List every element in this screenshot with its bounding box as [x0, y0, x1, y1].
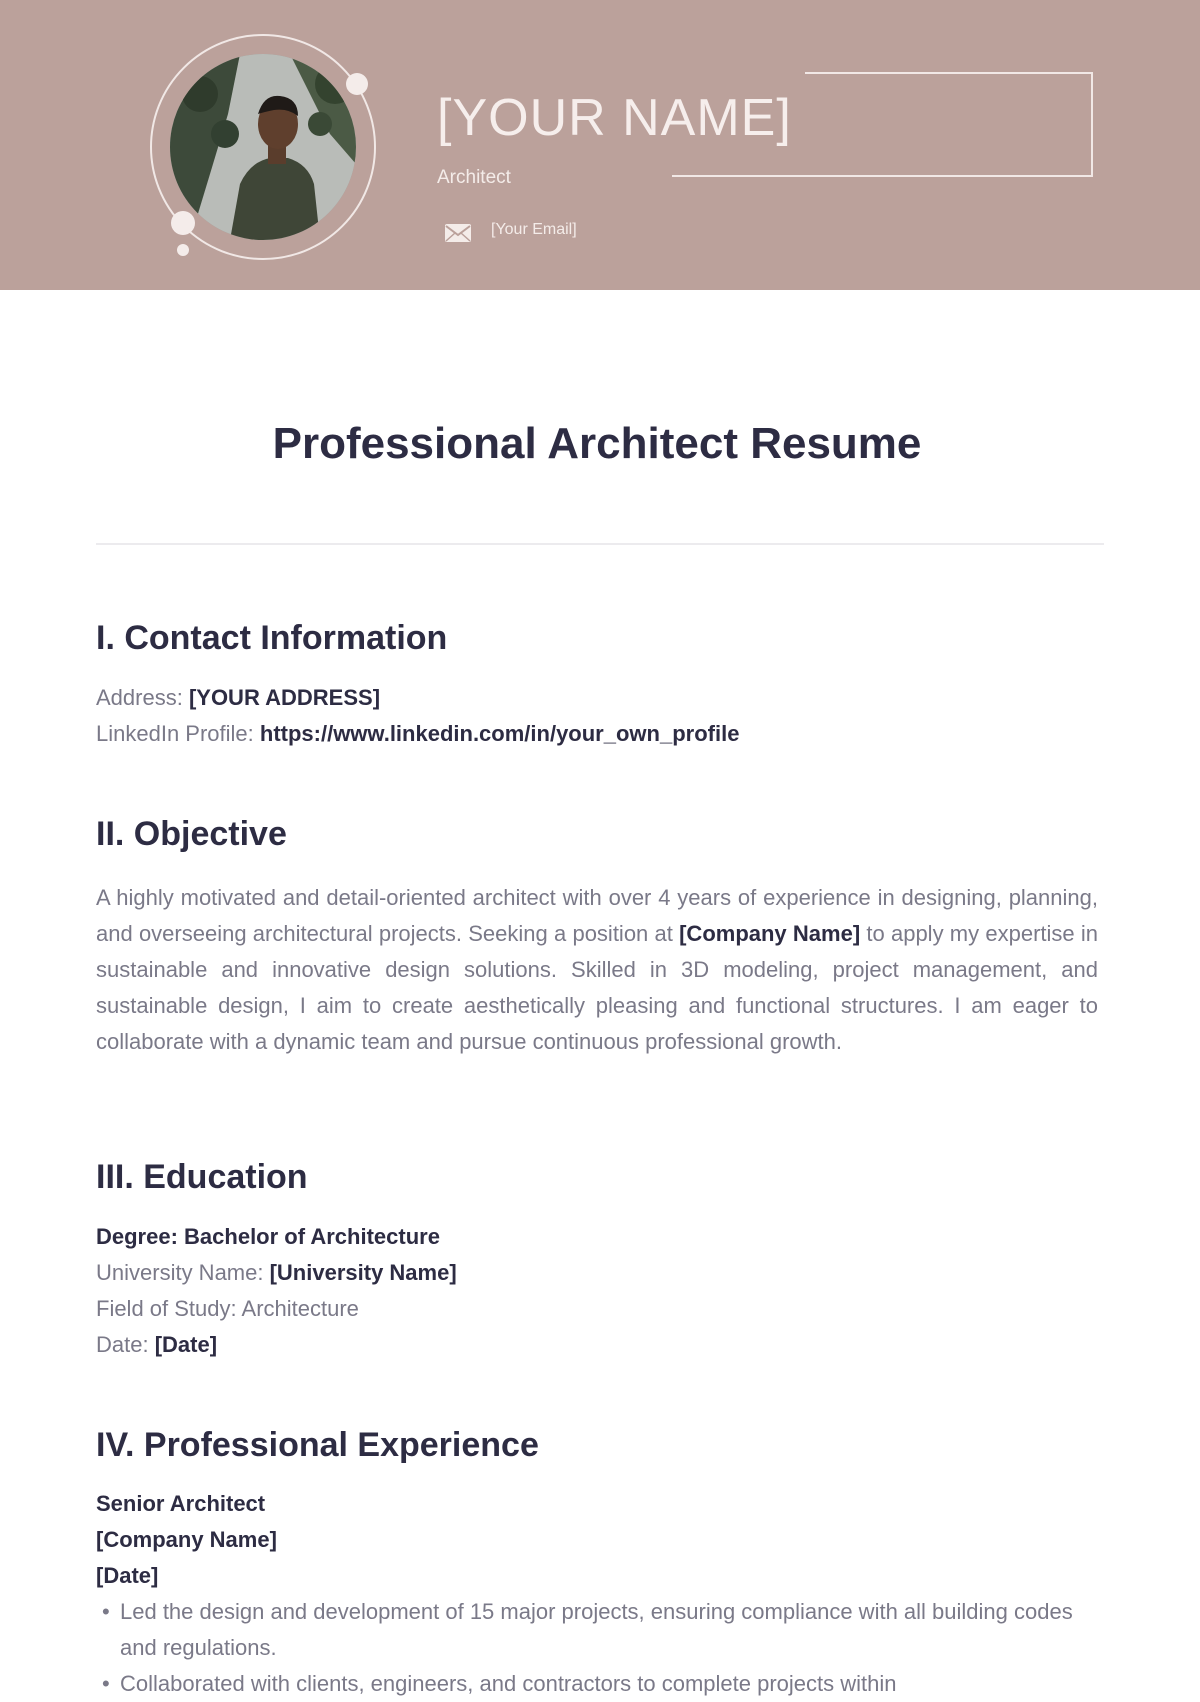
field-line: Field of Study: Architecture	[96, 1296, 359, 1321]
degree-line: Degree: Bachelor of Architecture	[96, 1224, 440, 1249]
contact-details	[96, 680, 1098, 752]
candidate-name: [YOUR NAME]	[437, 89, 792, 147]
job-date: [Date]	[96, 1563, 159, 1588]
list-item: • Collaborated with clients, engineers, and contractors to complete projects within	[96, 1666, 1098, 1702]
address-label: Address:	[96, 685, 189, 710]
decor-dot	[177, 244, 189, 256]
university-line	[96, 1255, 1098, 1291]
education-date-line	[96, 1327, 1098, 1363]
document-title: Professional Architect Resume	[272, 419, 922, 468]
objective-company: [Company Name]	[679, 921, 861, 946]
decor-frame-line	[672, 175, 1093, 177]
education-heading: III. Education	[96, 1158, 308, 1196]
education-details	[96, 1219, 1098, 1363]
candidate-role: Architect	[437, 167, 511, 188]
address-line	[96, 680, 1098, 716]
university-value: [University Name]	[269, 1260, 457, 1285]
linkedin-value: https://www.linkedin.com/in/your_own_profile	[259, 721, 740, 746]
list-item: • Led the design and development of 15 major projects, ensuring compliance with all building codes and regulations.	[96, 1594, 1098, 1666]
email-text: [Your Email]	[491, 221, 577, 238]
linkedin-label: LinkedIn Profile:	[96, 721, 260, 746]
decor-dot	[171, 211, 195, 235]
objective-text-after: to apply my expertise in sustainable and innovative design solutions. Skilled in 3D modeling, project management, and sustainable design, I aim to create aesthetically pleasing and functional structures. I am eager to collaborate with a dynamic team and pursue continuous professional growth.	[96, 921, 1098, 1054]
envelope-icon	[444, 223, 472, 243]
linkedin-line	[96, 716, 1098, 752]
header-banner	[0, 0, 1200, 290]
university-label: University Name:	[96, 1260, 270, 1285]
title-divider	[96, 543, 1104, 545]
objective-text-before: A highly motivated and detail-oriented architect with over 4 years of experience in designing, planning, and overseeing architectural projects. Seeking a position at	[96, 885, 1098, 946]
date-value: [Date]	[154, 1332, 218, 1357]
profile-photo-image	[170, 54, 356, 240]
profile-photo	[170, 54, 356, 240]
objective-text	[96, 880, 1098, 1060]
experience-heading: IV. Professional Experience	[96, 1426, 539, 1464]
job-company: [Company Name]	[96, 1527, 277, 1552]
job-title: Senior Architect	[96, 1491, 266, 1516]
decor-dot	[346, 73, 368, 95]
experience-bullets	[96, 1594, 1098, 1702]
contact-heading: I. Contact Information	[96, 619, 448, 657]
address-value: [YOUR ADDRESS]	[188, 685, 381, 710]
experience-details	[96, 1486, 1098, 1594]
date-label: Date:	[96, 1332, 155, 1357]
decor-frame	[805, 72, 1093, 177]
objective-heading: II. Objective	[96, 815, 287, 853]
